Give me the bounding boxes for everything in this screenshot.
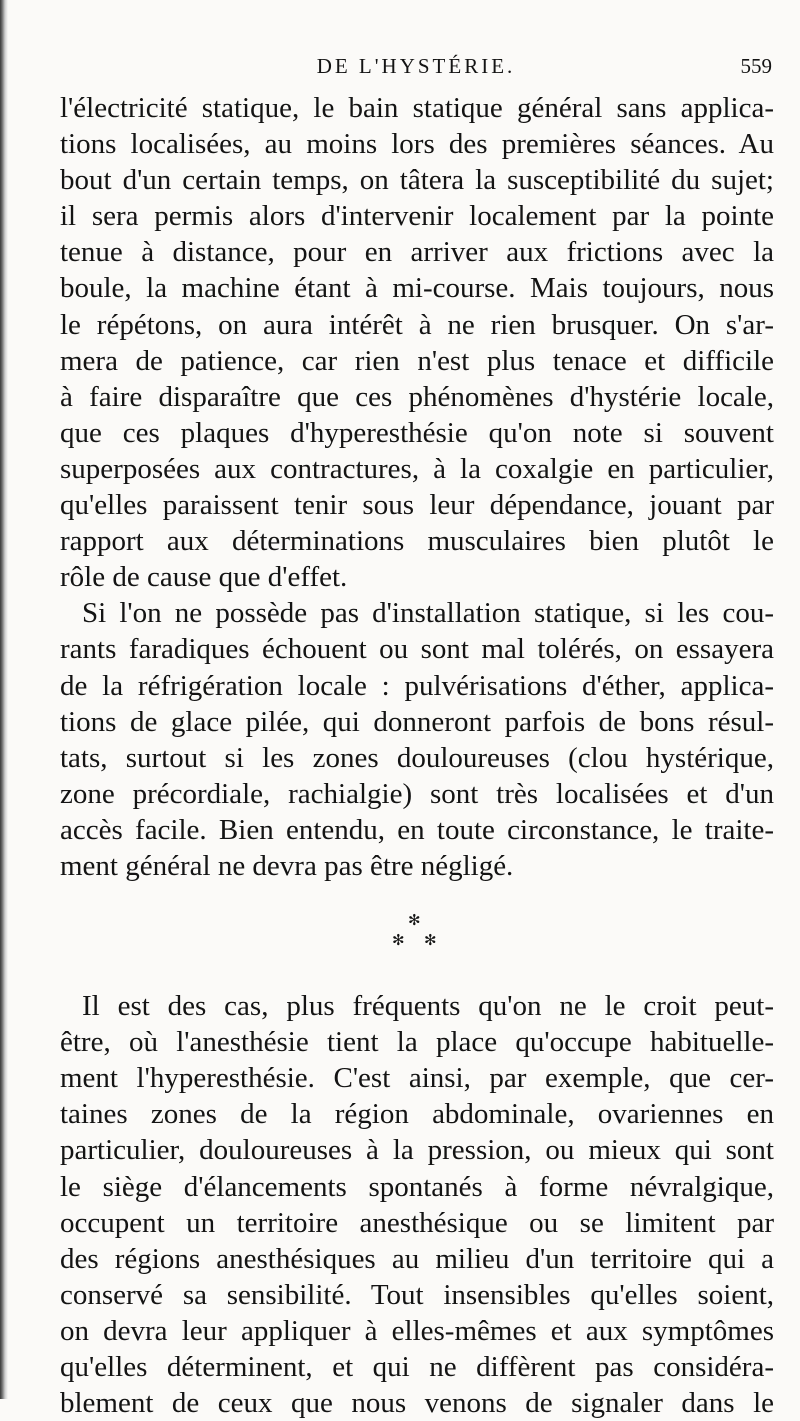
text-line: tenue à distance, pour en arriver aux frictions avec la: [60, 236, 774, 269]
text-line: que ces plaques d'hyperesthésie qu'on note si souvent: [60, 416, 774, 449]
text-line: qu'elles paraissent tenir sous leur dépendance, jouant par: [60, 489, 774, 522]
asterism-star: ✻: [392, 933, 405, 950]
text-line: Il est des cas, plus fréquents qu'on ne le croit peut-: [82, 990, 774, 1023]
text-line: bout d'un certain temps, on tâtera la susceptibilité du sujet;: [60, 164, 774, 197]
text-line: boule, la machine étant à mi-course. Mais toujours, nous: [60, 272, 774, 305]
page-header: [60, 48, 772, 84]
text-line: rôle de cause que d'effet.: [60, 561, 348, 594]
text-line: blement de ceux que nous venons de signaler dans le: [60, 1387, 774, 1420]
text-line: zone précordiale, rachialgie) sont très localisées et d'un: [60, 777, 774, 810]
text-line: occupent un territoire anesthésique ou se limitent par: [60, 1206, 774, 1239]
text-line: il sera permis alors d'intervenir localement par la pointe: [60, 200, 774, 233]
text-line: rants faradiques échouent ou sont mal tolérés, on essayera: [60, 633, 774, 666]
body-text: [60, 90, 774, 1421]
text-line: rapport aux déterminations musculaires bien plutôt le: [60, 525, 774, 558]
text-line: être, où l'anesthésie tient la place qu'occupe habituelle-: [60, 1026, 774, 1059]
paragraph-3: [60, 988, 774, 1421]
text-line: superposées aux contractures, à la coxalgie en particulier,: [60, 452, 774, 485]
text-line: qu'elles déterminent, et qui ne diffèrent pas considéra-: [60, 1351, 774, 1383]
asterism-star: ✻: [408, 913, 421, 930]
paragraph-1: [60, 90, 774, 595]
text-line: tions localisées, au moins lors des premières séances. Au: [60, 128, 774, 161]
page-number: 559: [740, 54, 772, 78]
text-line: le répétons, on aura intérêt à ne rien brusquer. On s'ar-: [60, 308, 774, 341]
text-line: mera de patience, car rien n'est plus tenace et difficile: [60, 344, 774, 377]
section-ornament: [60, 884, 774, 988]
text-line: conservé sa sensibilité. Tout insensibles qu'elles soient,: [60, 1278, 774, 1311]
text-line: accès facile. Bien entendu, en toute circonstance, le traite-: [60, 813, 774, 846]
text-line: ment général ne devra pas être négligé.: [60, 849, 514, 882]
text-line: ment l'hyperesthésie. C'est ainsi, par exemple, que cer-: [60, 1062, 774, 1095]
page-binding-edge: [0, 0, 8, 1399]
text-line: à faire disparaître que ces phénomènes d'hystérie locale,: [60, 380, 774, 413]
text-line: particulier, douloureuses à la pression, ou mieux qui sont: [60, 1134, 774, 1167]
asterism-star: ✻: [424, 933, 437, 950]
text-line: taines zones de la région abdominale, ovariennes en: [60, 1098, 774, 1131]
text-line: de la réfrigération locale : pulvérisations d'éther, applica-: [60, 669, 774, 702]
text-line: le siège d'élancements spontanés à forme névralgique,: [60, 1170, 774, 1203]
text-line: tats, surtout si les zones douloureuses (clou hystérique,: [60, 741, 774, 774]
text-line: on devra leur appliquer à elles-mêmes et aux symptômes: [60, 1314, 774, 1347]
text-line: l'électricité statique, le bain statique général sans applica-: [60, 92, 774, 124]
text-line: tions de glace pilée, qui donneront parfois de bons résul-: [60, 705, 774, 738]
text-line: Si l'on ne possède pas d'installation statique, si les cou-: [82, 597, 774, 630]
running-head: DE L'HYSTÉRIE.: [316, 54, 516, 78]
text-line: des régions anesthésiques au milieu d'un territoire qui a: [60, 1242, 774, 1275]
paragraph-2: [60, 595, 774, 884]
